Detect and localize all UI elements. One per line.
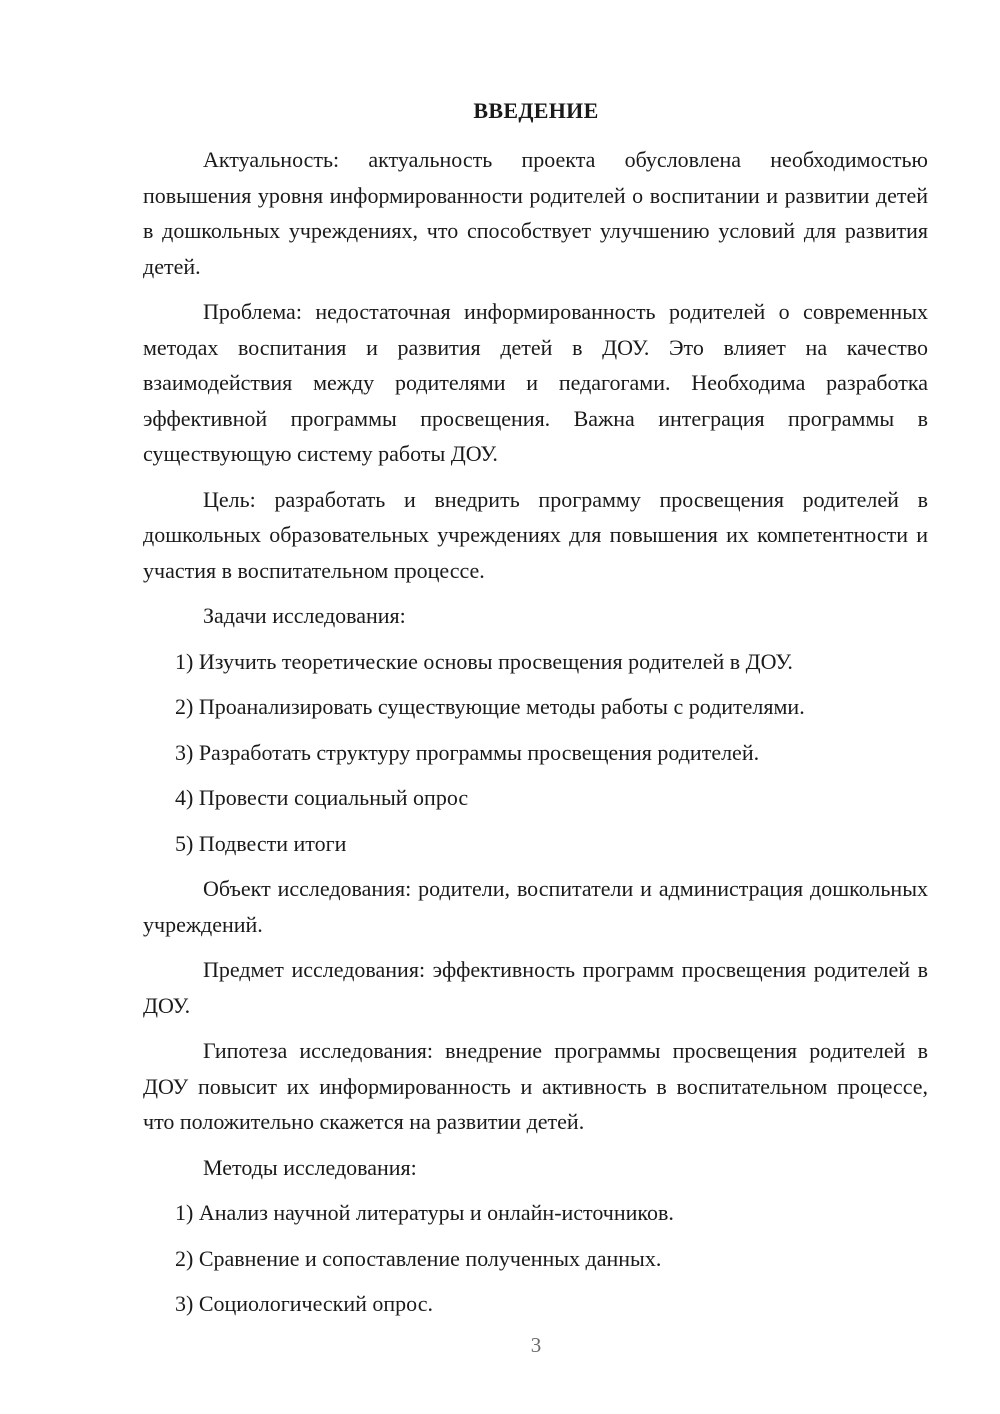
task-item: 5) Подвести итоги xyxy=(175,830,347,856)
relevance-paragraph: Актуальность: актуальность проекта обусловлена необходимостью повышения уровня информированности родителей о воспитании и развитии детей в дошкольных учреждениях, что способствует улучшению условий для развития детей. xyxy=(143,147,928,279)
method-item: 2) Сравнение и сопоставление полученных данных. xyxy=(175,1245,662,1271)
hypothesis-paragraph: Гипотеза исследования: внедрение программы просвещения родителей в ДОУ повысит их информированность и активность в воспитательном процессе, что положительно скажется на развитии детей. xyxy=(143,1038,928,1134)
subject-paragraph: Предмет исследования: эффективность программ просвещения родителей в ДОУ. xyxy=(143,957,928,1018)
task-item: 1) Изучить теоретические основы просвещения родителей в ДОУ. xyxy=(175,648,793,674)
page-number: 3 xyxy=(530,1333,542,1357)
task-item: 4) Провести социальный опрос xyxy=(175,785,469,810)
methods-heading: Методы исследования: xyxy=(203,1154,417,1180)
document-body xyxy=(143,142,928,1332)
tasks-heading: Задачи исследования: xyxy=(203,603,406,628)
method-item: 3) Социологический опрос. xyxy=(175,1291,433,1316)
task-item: 2) Проанализировать существующие методы работы с родителями. xyxy=(175,694,805,719)
page-title: ВВЕДЕНИЕ xyxy=(473,98,599,123)
task-item: 3) Разработать структуру программы просвещения родителей. xyxy=(175,739,760,765)
goal-paragraph: Цель: разработать и внедрить программу просвещения родителей в дошкольных образовательных учреждениях для повышения их компетентности и участия в воспитательном процессе. xyxy=(143,486,928,583)
problem-paragraph: Проблема: недостаточная информированность родителей о современных методах воспитания и развития детей в ДОУ. Это влияет на качество взаимодействия между родителями и педагогами. Необходима разработка эффективной программы просвещения. Важна интеграция программы в существующую систему работы ДОУ. xyxy=(143,299,928,466)
object-paragraph: Объект исследования: родители, воспитатели и администрация дошкольных учреждений. xyxy=(143,876,928,937)
method-item: 1) Анализ научной литературы и онлайн-источников. xyxy=(175,1200,674,1225)
